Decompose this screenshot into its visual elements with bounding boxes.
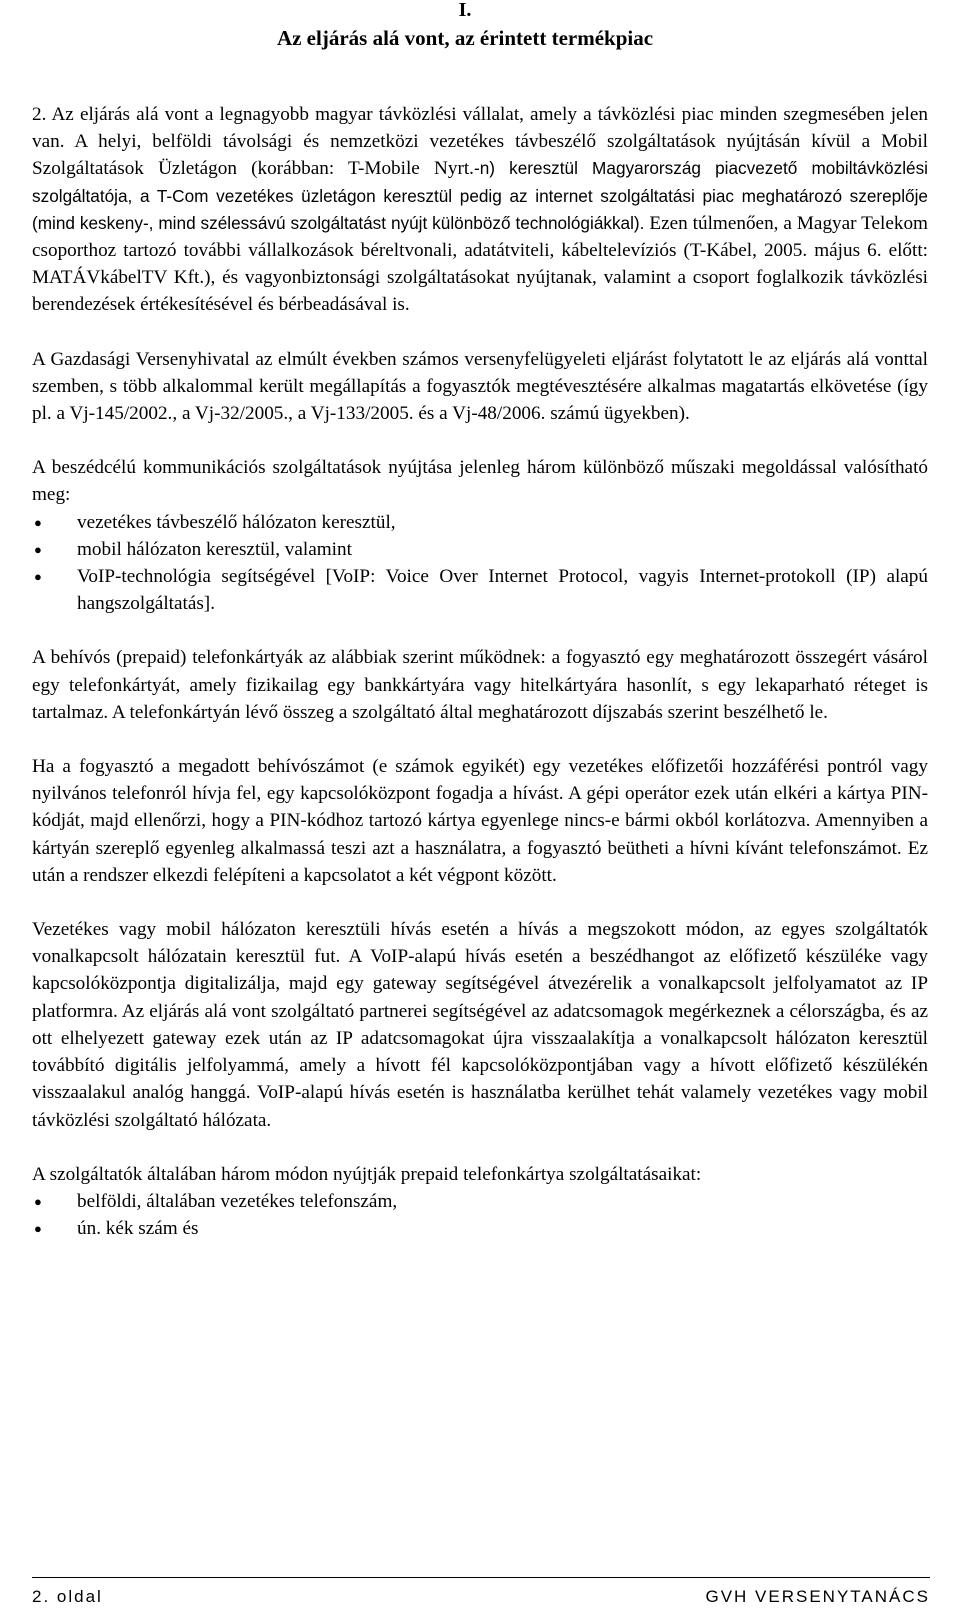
- list-item: ● ún. kék szám és: [32, 1215, 928, 1242]
- list-item: ● VoIP-technológia segítségével [VoIP: Voice Over Internet Protocol, vagyis Internet-protokoll (IP) alapú hangszolgáltatás].: [32, 563, 928, 617]
- paragraph-1-part-b: -n) keresztül Magyarország piacvezető mobiltávközlési szolgáltatója, a T-Com vezetékes üzletágon keresztül pedig az internet szolgáltatási piac meghatározó szereplője (mind keskeny-, mind szélessávú szolgáltatást nyújt különböző technológiákkal).: [32, 158, 928, 233]
- list-item: ● vezetékes távbeszélő hálózaton keresztül,: [32, 509, 928, 536]
- section-title: Az eljárás alá vont, az érintett termékpiac: [276, 26, 654, 50]
- footer-organization: GVH VERSENYTANÁCS: [705, 1587, 930, 1606]
- list-item: ● belföldi, általában vezetékes telefonszám,: [32, 1188, 928, 1215]
- section-number: I.: [458, 0, 472, 21]
- paragraph-5: Ha a fogyasztó a megadott behívószámot (e számok egyikét) egy vezetékes előfizetői hozzáférési pontról vagy nyilvános telefonról hívja fel, egy kapcsolóközpont fogadja a hívást. A gépi operátor ezek után elkéri a kártya PIN-kódját, majd ellenőrzi, hogy a PIN-kódhoz tartozó kártya egyenlege nincs-e bármi okból korlátozva. Amennyiben a kártyán szereplő egyenleg alkalmassá teszi azt a használatra, a fogyasztó beütheti a hívni kívánt telefonszámot. Ez után a rendszer elkezdi felépíteni a kapcsolatot a két végpont között.: [32, 756, 928, 886]
- paragraph-3: A beszédcélú kommunikációs szolgáltatások nyújtása jelenleg három különböző műszaki megoldással valósítható meg:: [32, 457, 928, 506]
- document-body: [32, 101, 928, 1242]
- paragraph-1: [32, 101, 928, 319]
- technology-list: [32, 509, 928, 618]
- list-item: ● mobil hálózaton keresztül, valamint: [32, 536, 928, 563]
- paragraph-7: A szolgáltatók általában három módon nyújtják prepaid telefonkártya szolgáltatásaikat:: [32, 1163, 702, 1185]
- paragraph-4: A behívós (prepaid) telefonkártyák az alábbiak szerint működnek: a fogyasztó egy meghatározott összegért vásárol egy telefonkártyát, amely fizikailag egy bankkártyára vagy hitelkártyára hasonlít, s egy lekaparható réteget is tartalmaz. A telefonkártyán lévő összeg a szolgáltató által meghatározott díjszabás szerint beszélhető le.: [32, 647, 928, 723]
- paragraph-2: A Gazdasági Versenyhivatal az elmúlt években számos versenyfelügyeleti eljárást folytatott le az eljárás alá vonttal szemben, s több alkalommal került megállapítás a fogyasztók megtévesztésére alkalmas magatartás elkövetése (így pl. a Vj-145/2002., a Vj-32/2005., a Vj-133/2005. és a Vj-48/2006. számú ügyekben).: [32, 348, 928, 425]
- paragraph-1-part-a: 2. Az eljárás alá vont a legnagyobb magyar távközlési vállalat, amely a távközlési piac minden szegmesében jelen van. A helyi, belföldi távolsági és nemzetközi vezetékes távbeszélő szolgáltatások nyújtásán kívül a Mobil Szolgáltatások Üzletágon (korábban: T-Mobile Nyrt.: [32, 104, 928, 180]
- service-list: [32, 1188, 928, 1242]
- paragraph-6: Vezetékes vagy mobil hálózaton keresztüli hívás esetén a hívás a megszokott módon, az egyes szolgáltatók vonalkapcsolt hálózatain keresztül fut. A VoIP-alapú hívás esetén a beszédhangot az előfizető készüléke vagy kapcsolóközpontja digitalizálja, majd egy gateway segítségével átvezérelik a vonalkapcsolt jelfolyamatot az IP platformra. Az eljárás alá vont szolgáltató partnerei segítségével az adatcsomagok megérkeznek a célországba, és az ott elhelyezett gateway ezek után az IP adatcsomagokat újra visszaalakítja a vonalkapcsolt hálózaton keresztül továbbító digitális jelfolyammá, amely a hívott fél kapcsolóközpontjában vagy a hívott előfizető készülékén visszaalakul analóg hanggá. VoIP-alapú hívás esetén is használatba kerülhet tehát valamely vezetékes vagy mobil távközlési szolgáltató hálózata.: [32, 919, 928, 1131]
- paragraph-1-part-c: Ezen túlmenően, a Magyar Telekom csoporthoz tartozó további vállalkozások béreltvonali, adatátviteli, kábeltelevíziós (T-Kábel, 2005. május 6. előtt: MATÁVkábelTV Kft.), és vagyonbiztonsági szolgáltatásokat nyújtanak, valamint a csoport foglalkozik távközlési berendezések értékesítésével és bérbeadásával is.: [32, 212, 928, 316]
- footer-divider: [32, 1577, 930, 1578]
- page-number: 2. oldal: [32, 1587, 103, 1606]
